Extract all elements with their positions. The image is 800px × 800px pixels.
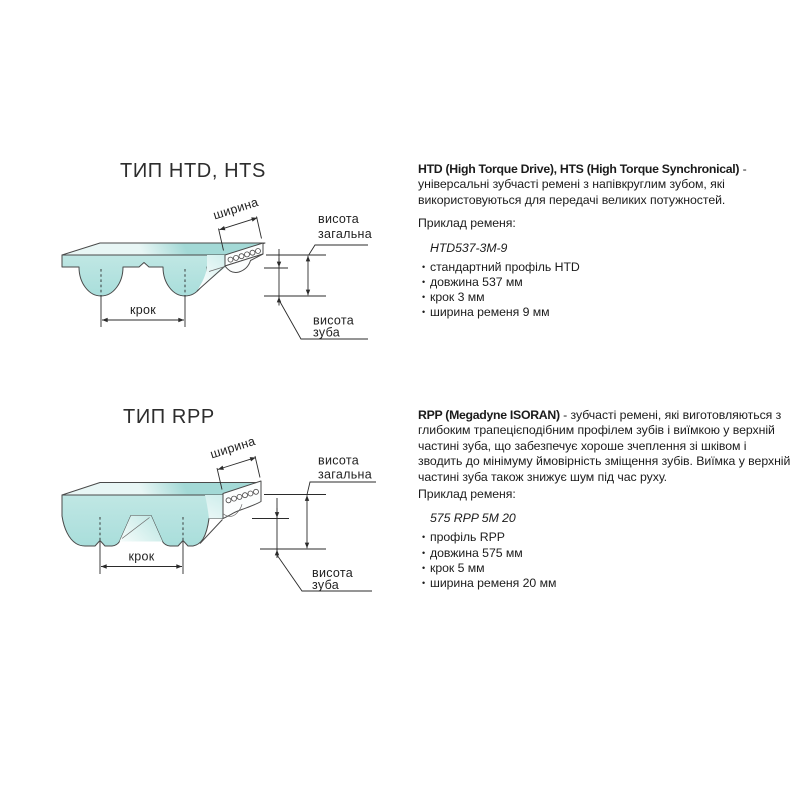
pitch-label: крок xyxy=(128,549,155,564)
htd-description xyxy=(418,162,794,321)
bullet-text: профіль RPP xyxy=(430,530,505,545)
htd-bullet-list xyxy=(418,260,794,321)
htd-example-label: Приклад ременя: xyxy=(418,216,516,231)
bullet-text: крок 5 мм xyxy=(430,560,485,575)
total-height-leader xyxy=(307,482,376,495)
rpp-bullet-list xyxy=(418,530,794,591)
htd-belt-diagram xyxy=(40,188,410,350)
tooth-height-label-1: висота xyxy=(313,313,355,328)
width-label: ширина xyxy=(211,195,261,223)
bullet-icon: • xyxy=(422,276,426,287)
pitch-label: крок xyxy=(129,303,157,317)
bullet-icon: • xyxy=(422,292,426,303)
bullet-icon: • xyxy=(422,532,426,543)
rpp-heading: RPP (Megadyne ISORAN) xyxy=(418,408,560,422)
width-dimension-arrow xyxy=(218,458,256,470)
rpp-paragraph-body: - зубчасті ремені, які виготовляються з глибоким трапецієподібним профілем зубів і виїмкою у верхній частині зуба, що забезпечує хороше зчеплення зі шківом і зводить до мінімуму ймовірність зміщення зубів. Виїмка у верхній частині зуба також знижує шум під час руху. xyxy=(418,408,791,484)
width-ext-back xyxy=(257,217,262,239)
width-ext-back xyxy=(255,456,260,478)
htd-paragraph xyxy=(418,162,794,208)
bullet-icon: • xyxy=(422,261,426,272)
width-label: ширина xyxy=(208,434,258,462)
list-item xyxy=(418,546,794,561)
htd-paragraph-body: - універсальні зубчасті ремені з напівкруглим зубом, які використовуються для передачі великих потужностей. xyxy=(418,162,747,207)
list-item xyxy=(418,260,794,275)
bullet-icon: • xyxy=(422,307,426,318)
list-item xyxy=(418,530,794,545)
rpp-example-code: 575 RPP 5M 20 xyxy=(430,511,516,526)
total-height-label-2: загальна xyxy=(318,227,372,241)
htd-example-code: HTD537-3M-9 xyxy=(430,240,508,255)
list-item xyxy=(418,305,794,320)
rpp-paragraph xyxy=(418,408,794,485)
total-height-label-2: загальна xyxy=(318,467,372,482)
rpp-example-label: Приклад ременя: xyxy=(418,487,516,502)
rpp-description xyxy=(418,408,794,592)
bullet-text: довжина 575 мм xyxy=(430,545,523,560)
htd-heading: HTD (High Torque Drive), HTS (High Torque Synchronical) xyxy=(418,162,740,176)
bullet-text: ширина ременя 9 мм xyxy=(430,305,550,320)
tooth-height-label-2: зуба xyxy=(313,325,341,340)
total-height-leader xyxy=(309,245,369,255)
belt-front-face xyxy=(62,255,227,296)
list-item xyxy=(418,290,794,305)
tooth-height-label-1: висота xyxy=(312,566,354,580)
tooth-height-label-2: зуба xyxy=(312,578,340,592)
bullet-text: довжина 537 мм xyxy=(430,274,523,289)
section-title-htd: ТИП HTD, HTS xyxy=(120,160,266,182)
list-item xyxy=(418,275,794,290)
bullet-icon: • xyxy=(422,578,426,589)
section-title-rpp: ТИП RPP xyxy=(123,406,215,428)
bullet-icon: • xyxy=(422,562,426,573)
width-dimension-arrow xyxy=(219,218,257,230)
bullet-text: стандартний профіль HTD xyxy=(430,259,580,274)
bullet-text: ширина ременя 20 мм xyxy=(430,576,557,591)
rpp-belt-diagram xyxy=(40,428,410,600)
bullet-text: крок 3 мм xyxy=(430,290,485,305)
total-height-label-1: висота xyxy=(318,453,360,468)
bullet-icon: • xyxy=(422,547,426,558)
list-item xyxy=(418,561,794,576)
list-item xyxy=(418,576,794,591)
total-height-label-1: висота xyxy=(318,212,360,226)
